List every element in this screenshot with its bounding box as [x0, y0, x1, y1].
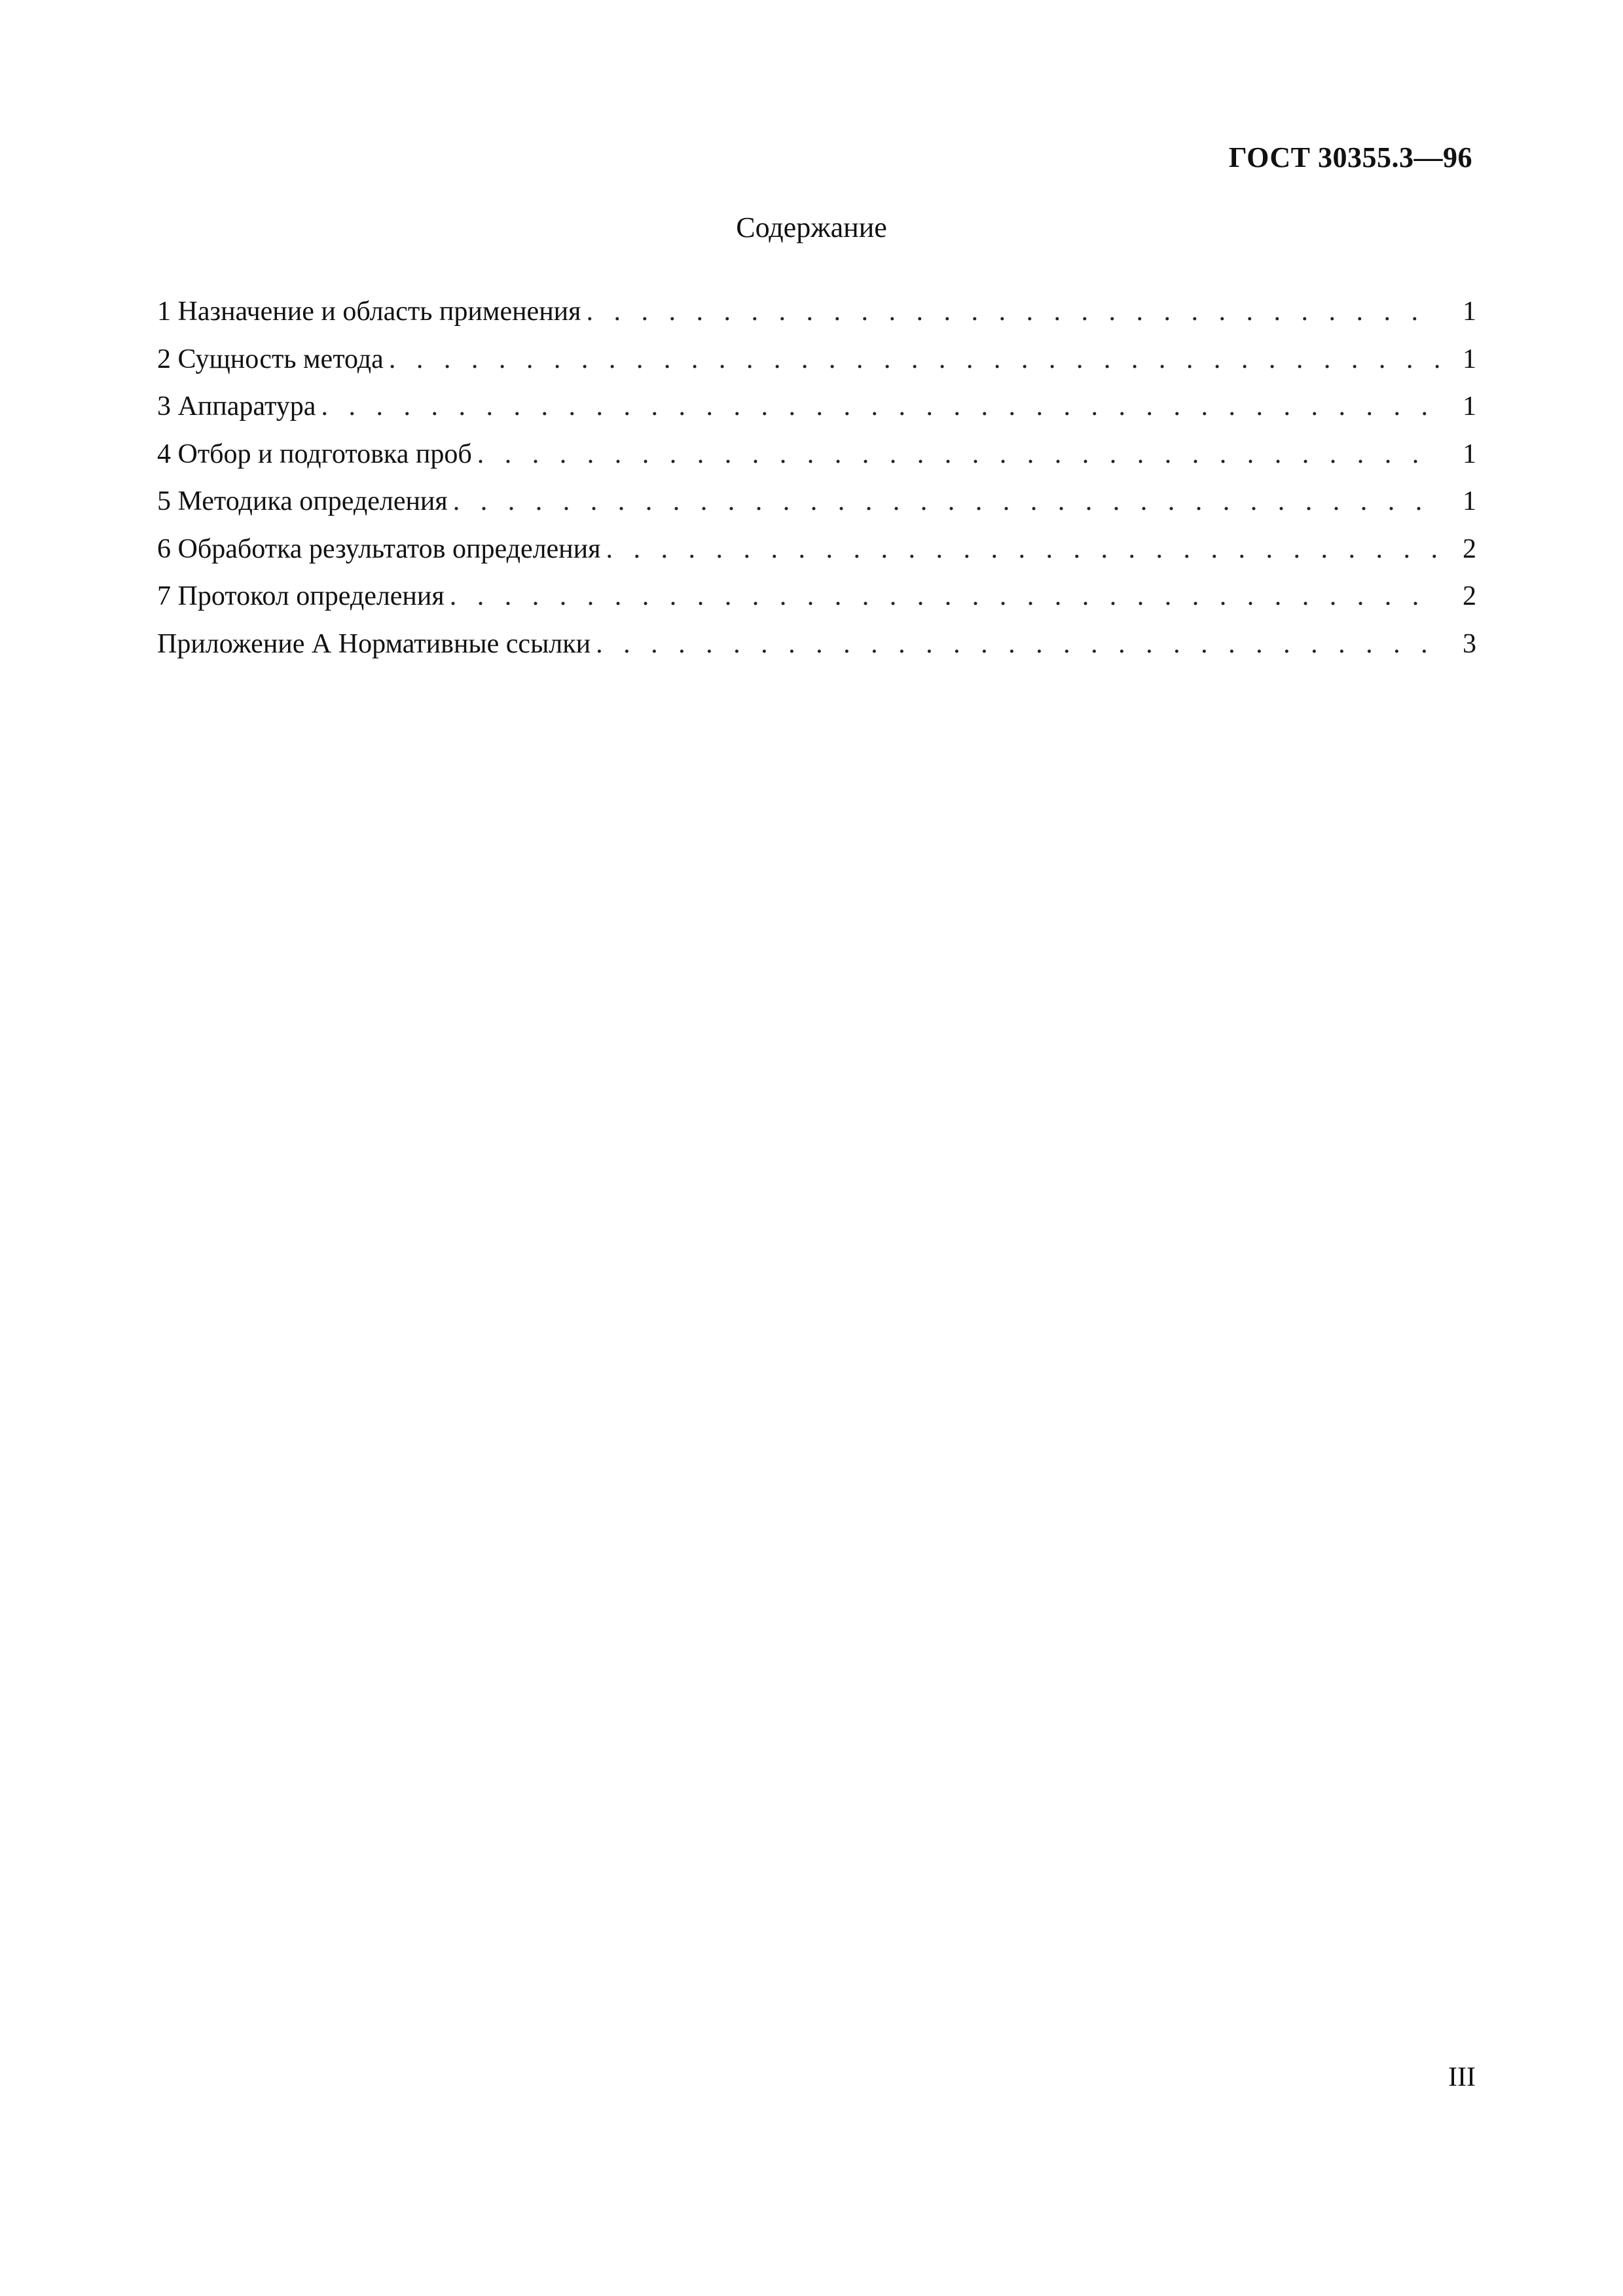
- table-of-contents: [157, 288, 1476, 668]
- toc-leader-dots: [477, 431, 1440, 478]
- toc-entry[interactable]: [157, 526, 1476, 573]
- toc-entry[interactable]: [157, 620, 1476, 668]
- toc-entry-page: 1: [1463, 296, 1476, 327]
- toc-leader-dots: [389, 336, 1440, 384]
- toc-entry-page: 2: [1463, 581, 1476, 611]
- toc-entry-page: 2: [1463, 533, 1476, 564]
- toc-leader-dots: [586, 288, 1440, 336]
- toc-entry-page: 1: [1463, 486, 1476, 516]
- toc-entry-label: 1 Назначение и область применения: [157, 296, 581, 327]
- toc-entry[interactable]: [157, 336, 1476, 384]
- toc-entry-label: 5 Методика определения: [157, 486, 448, 516]
- toc-leader-dots: [596, 620, 1440, 668]
- toc-entry[interactable]: [157, 288, 1476, 336]
- toc-title: Содержание: [736, 211, 887, 243]
- toc-entry-label: 2 Сущность метода: [157, 344, 384, 374]
- toc-entry-page: 1: [1463, 344, 1476, 374]
- toc-entry[interactable]: [157, 431, 1476, 478]
- toc-entry[interactable]: [157, 573, 1476, 620]
- toc-entry-label: 6 Обработка результатов определения: [157, 533, 601, 564]
- toc-entry-page: 3: [1463, 628, 1476, 659]
- toc-entry[interactable]: [157, 478, 1476, 526]
- page-number: III: [1448, 2062, 1476, 2092]
- document-code: ГОСТ 30355.3—96: [1228, 141, 1472, 173]
- toc-leader-dots: [453, 478, 1440, 526]
- toc-entry-label: 4 Отбор и подготовка проб: [157, 439, 472, 469]
- toc-entry-page: 1: [1463, 391, 1476, 422]
- toc-leader-dots: [450, 573, 1440, 620]
- toc-entry[interactable]: [157, 383, 1476, 431]
- toc-entry-label: 3 Аппаратура: [157, 391, 316, 422]
- toc-entry-label: Приложение А Нормативные ссылки: [157, 628, 591, 659]
- toc-leader-dots: [606, 526, 1440, 573]
- toc-entry-label: 7 Протокол определения: [157, 581, 445, 611]
- toc-entry-page: 1: [1463, 439, 1476, 469]
- toc-leader-dots: [321, 383, 1440, 431]
